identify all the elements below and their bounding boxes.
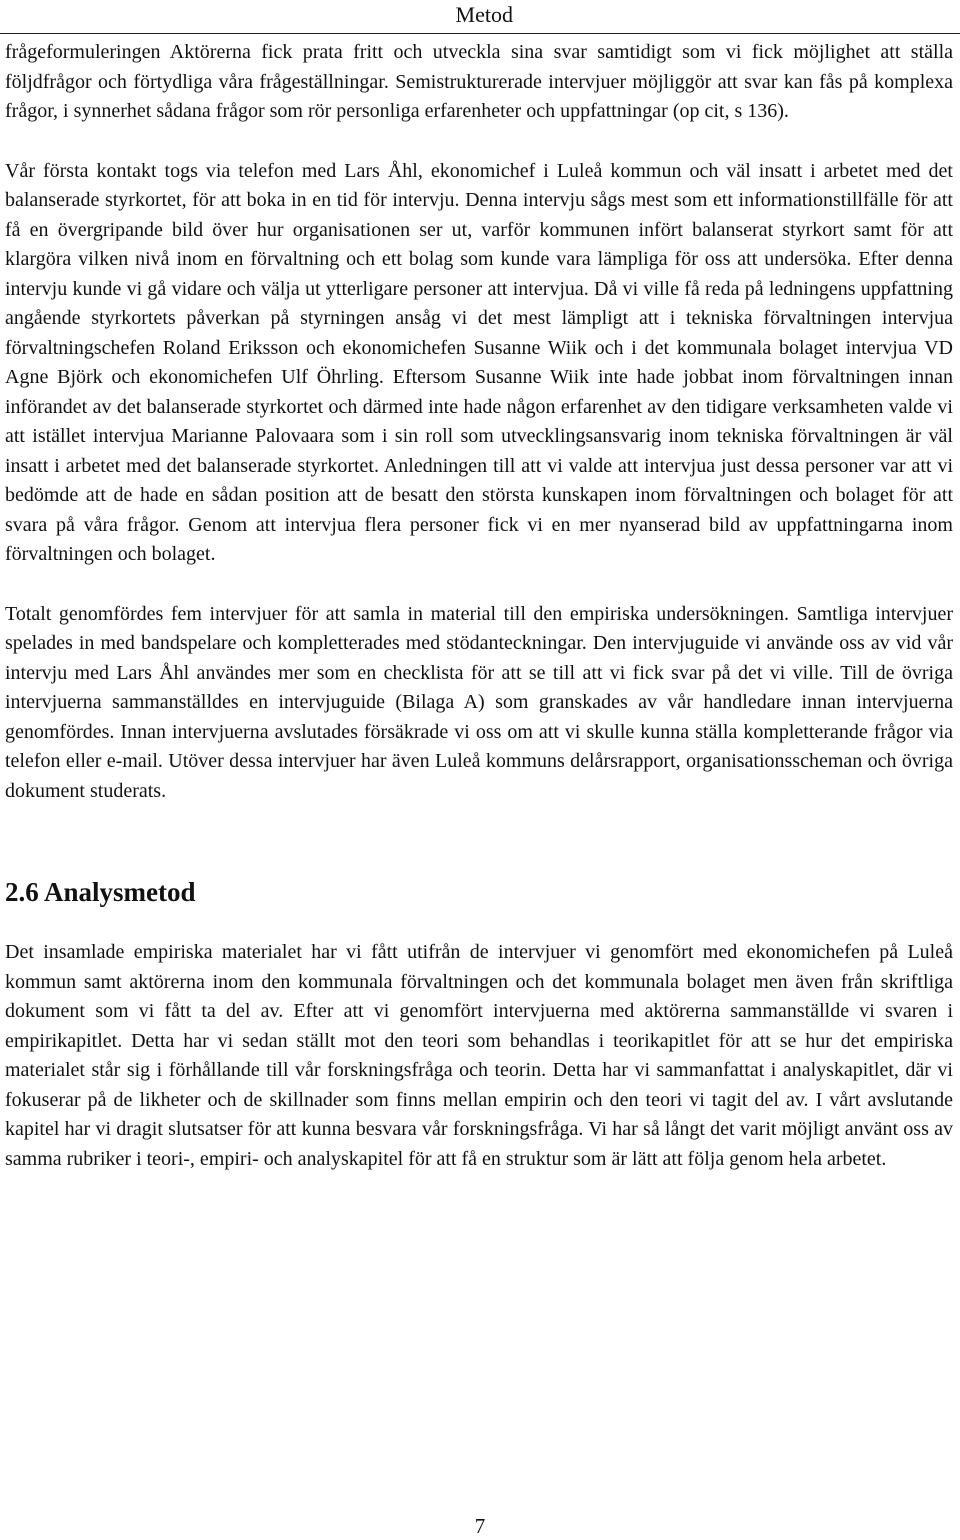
paragraph-first-contact: Vår första kontakt togs via telefon med Lars Åhl, ekonomichef i Luleå kommun och väl insatt i arbetet med det balanserade styrkortet, för att boka in en tid för intervju. Denna intervju sågs mest som ett informationstillfälle för att få en övergripande bild över hur organisationen ser ut, varför kommunen infört balanserat styrkort samt för att klargöra vilken nivå inom en förvaltning och ett bolag som kunde vara lämpliga för oss att undersöka. Efter denna intervju kunde vi gå vidare och välja ut ytterligare personer att intervjua. Då vi ville få reda på ledningens uppfattning angående styrkortets påverkan på styrningen ansåg vi det mest lämpligt att i tekniska förvaltningen intervjua förvaltningschefen Roland Eriksson och ekonomichefen Susanne Wiik och i det kommunala bolaget intervjua VD Agne Björk och ekonomichefen Ulf Öhrling. Eftersom Susanne Wiik inte hade jobbat inom förvaltningen innan införandet av det balanserade styrkortet och därmed inte hade någon erfarenhet av den tidigare verksamheten valde vi att istället intervjua Marianne Palovaara som i sin roll som utvecklingsansvarig inom tekniska förvaltningen är väl insatt i arbetet med det balanserade styrkortet. Anledningen till att vi valde att intervjua just dessa personer var att vi bedömde att de hade en sådan position att de besatt den största kunskapen inom förvaltningen och bolaget för att svara på våra frågor. Genom att intervjua flera personer fick vi en mer nyanserad bild av uppfattningarna inom förvaltningen och bolaget. <box>5 159 953 565</box>
section-heading-analysmetod: 2.6 Analysmetod <box>5 877 196 907</box>
page-number: 7 <box>474 1514 486 1538</box>
page-body <box>5 38 953 1174</box>
paragraph-interview-format: frågeformuleringen Aktörerna fick prata fritt och utveckla sina svar samtidigt som vi fick möjlighet att ställa följdfrågor och förtydliga våra frågeställningar. Semistrukturerade intervjuer möjliggör att svar kan fås på komplexa frågor, i synnerhet sådana frågor som rör personliga erfarenheter och uppfattningar (op cit, s 136). <box>5 41 953 122</box>
running-header-title: Metod <box>455 2 513 27</box>
running-header <box>0 0 960 34</box>
paragraph-interview-summary: Totalt genomfördes fem intervjuer för att samla in material till den empiriska undersökningen. Samtliga intervjuer spelades in med bandspelare och kompletterades med stödanteckningar. Den intervjuguide vi använde oss av vid vår intervju med Lars Åhl användes mer som en checklista för att se till att vi fick svar på det vi ville. Till de övriga intervjuerna sammanställdes en intervjuguide (Bilaga A) som granskades av vår handledare innan intervjuerna genomfördes. Innan intervjuerna avslutades försäkrade vi oss om att vi skulle kunna ställa kompletterande frågor via telefon eller e-mail. Utöver dessa intervjuer har även Luleå kommuns delårsrapport, organisationsscheman och övriga dokument studerats. <box>5 602 953 802</box>
paragraph-analysis-method: Det insamlade empiriska materialet har vi fått utifrån de intervjuer vi genomfört med ekonomichefen på Luleå kommun samt aktörerna inom den kommunala förvaltningen och det kommunala bolaget men även från skriftliga dokument som vi fått ta del av. Efter att vi genomfört intervjuerna med aktörerna sammanställde vi svaren i empirikapitlet. Detta har vi sedan ställt mot den teori som behandlas i teorikapitlet för att se hur det empiriska materialet står sig i förhållande till vår forskningsfråga och teorin. Detta har vi sammanfattat i analyskapitlet, där vi fokuserar på de likheter och de skillnader som finns mellan empirin och den teori vi tagit del av. I vårt avslutande kapitel har vi dragit slutsatser för att kunna besvara vår forskningsfråga. Vi har så långt det varit möjligt använt oss av samma rubriker i teori-, empiri- och analyskapitel för att få en struktur som är lätt att följa genom hela arbetet. <box>5 941 953 1170</box>
